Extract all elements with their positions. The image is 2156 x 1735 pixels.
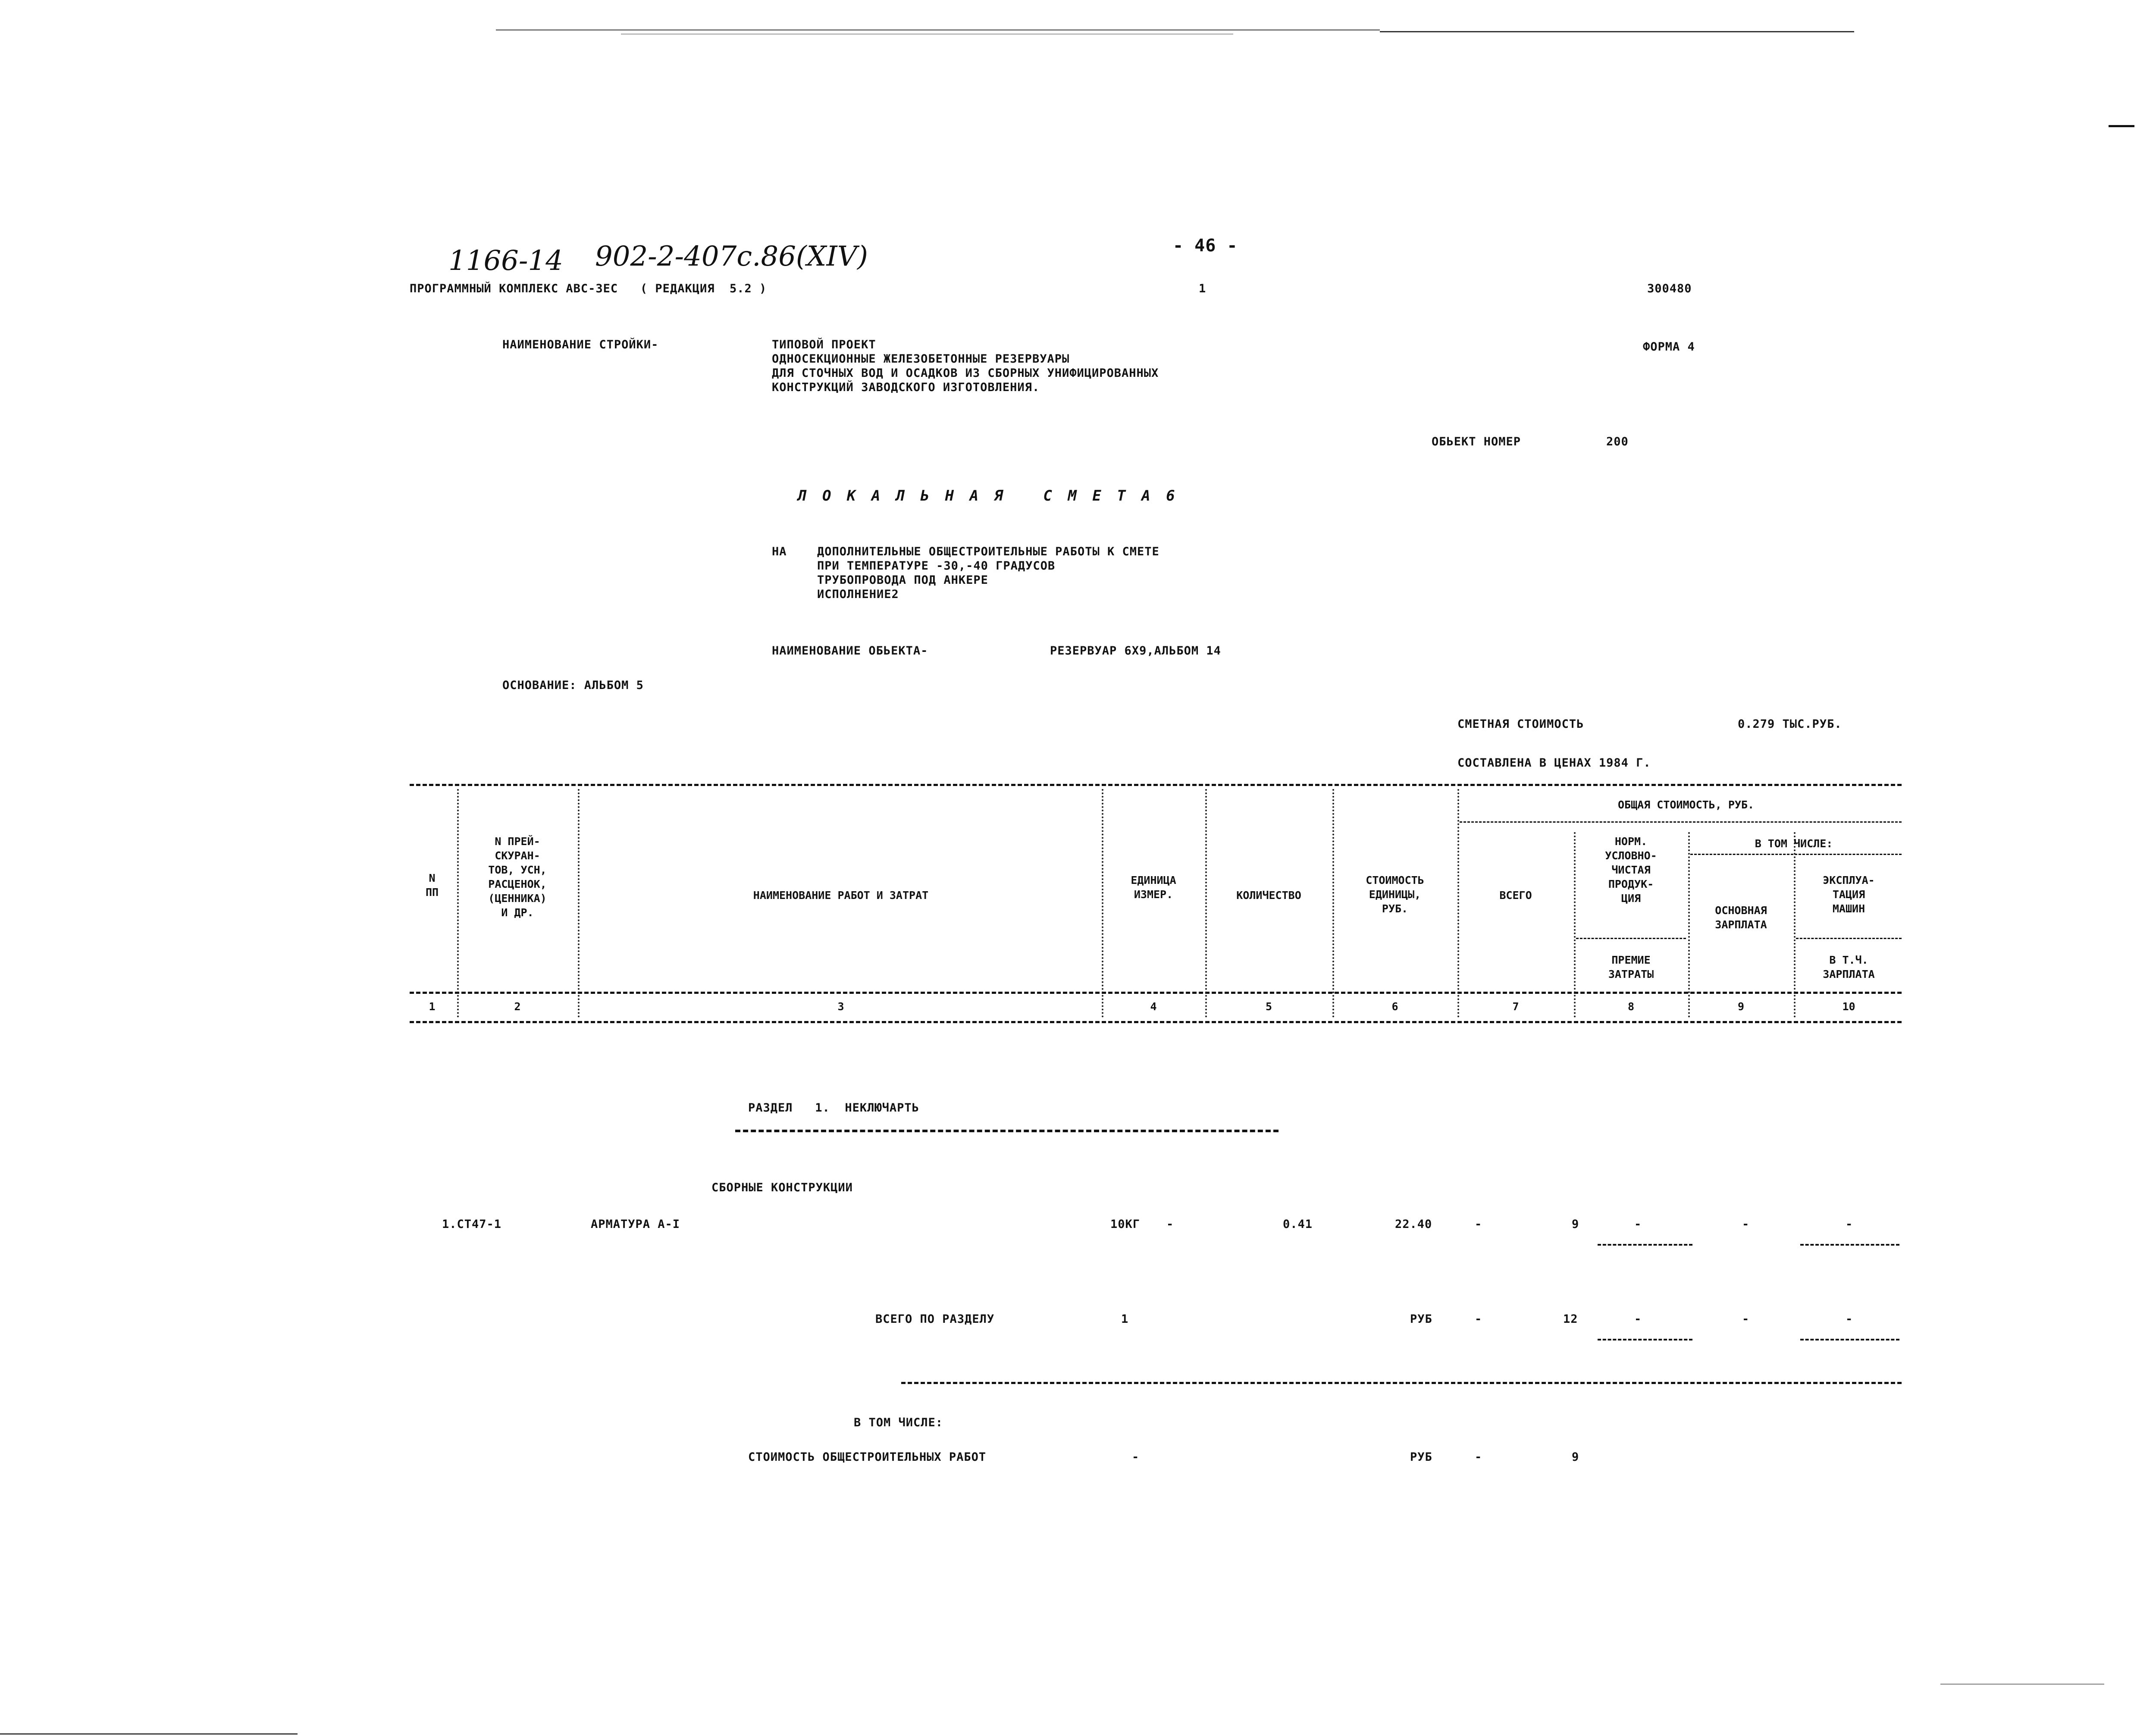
column-number: 7 — [1512, 1000, 1519, 1013]
row-dash: - — [1475, 1450, 1482, 1464]
handwritten-archive-code: 1166-14 — [448, 245, 563, 277]
section-total-value: 12 — [1563, 1312, 1578, 1326]
column-number: 2 — [514, 1000, 521, 1013]
incl-label: В ТОМ ЧИСЛЕ: — [854, 1416, 943, 1429]
column-number: 4 — [1150, 1000, 1157, 1013]
general-works-label: СТОИМОСТЬ ОБЩЕСТРОИТЕЛЬНЫХ РАБОТ — [748, 1450, 987, 1464]
row-quantity: 0.41 — [1283, 1218, 1313, 1231]
table-row — [0, 1218, 1902, 1235]
column-number: 1 — [429, 1000, 436, 1013]
work-line: ПРИ ТЕМПЕРАТУРЕ -30,-40 ГРАДУСОВ — [817, 559, 1056, 573]
work-line: ДОПОЛНИТЕЛЬНЫЕ ОБЩЕСТРОИТЕЛЬНЫЕ РАБОТЫ К СМЕТЕ — [817, 545, 1159, 558]
header-col-7: ВСЕГО — [1499, 889, 1532, 902]
construction-line: ОДНОСЕКЦИОННЫЕ ЖЕЛЕЗОБЕТОННЫЕ РЕЗЕРВУАРЫ — [772, 352, 1070, 366]
header-col-6: СТОИМОСТЬ ЕДИНИЦЫ, РУБ. — [1366, 874, 1424, 915]
row-unit-cost: 22.40 — [1395, 1218, 1432, 1231]
column-number: 10 — [1842, 1000, 1855, 1013]
header-col-2: N ПРЕЙ- СКУРАН- ТОВ, УСН, РАСЦЕНОК, (ЦЕННИКА) И ДР. — [488, 835, 547, 919]
section-title: РАЗДЕЛ 1. НЕКЛЮЧАРТЬ — [748, 1101, 919, 1115]
row-dash: - — [1132, 1450, 1140, 1464]
row-name: АРМАТУРА А-I — [591, 1218, 680, 1231]
subsection-title: СБОРНЫЕ КОНСТРУКЦИИ — [711, 1181, 853, 1194]
row-unit: 10КГ — [1110, 1218, 1141, 1231]
column-number: 6 — [1391, 1000, 1398, 1013]
column-numbers-row — [0, 999, 1902, 1015]
section-total-number: 1 — [1121, 1312, 1129, 1326]
construction-line: КОНСТРУКЦИЙ ЗАВОДСКОГО ИЗГОТОВЛЕНИЯ. — [772, 381, 1040, 394]
col-divider — [457, 789, 459, 1018]
row-dash: - — [1742, 1218, 1750, 1231]
cost-label: СМЕТНАЯ СТОИМОСТЬ — [1457, 717, 1584, 731]
row-total: 9 — [1572, 1218, 1579, 1231]
cost-value: 0.279 ТЫС.РУБ. — [1738, 717, 1842, 731]
document-title: Л О К А Л Ь Н А Я С М Е Т А 6 — [798, 487, 1178, 504]
program-number: 1 — [1199, 282, 1206, 295]
header-col10-rule — [1796, 938, 1902, 939]
row-dash: - — [1166, 1218, 1174, 1231]
header-bottom-rule — [410, 992, 1902, 994]
general-works-value: 9 — [1572, 1450, 1579, 1464]
header-col8-rule — [1576, 938, 1686, 939]
row-dash: - — [1475, 1312, 1482, 1326]
header-col-3: НАИМЕНОВАНИЕ РАБОТ И ЗАТРАТ — [753, 889, 929, 902]
column-number: 8 — [1627, 1000, 1635, 1013]
header-incl: В ТОМ ЧИСЛЕ: — [1755, 837, 1833, 850]
basis: ОСНОВАНИЕ: АЛЬБОМ 5 — [502, 679, 644, 692]
col-divider — [1794, 832, 1796, 1018]
section-underline — [735, 1130, 1279, 1132]
section-total-row — [0, 1313, 1902, 1330]
header-col-8: НОРМ. УСЛОВНО- ЧИСТАЯ ПРОДУК- ЦИЯ — [1605, 835, 1657, 905]
work-line: ТРУБОПРОВОДА ПОД АНКЕРЕ — [817, 573, 988, 587]
column-number: 9 — [1737, 1000, 1745, 1013]
program-line: ПРОГРАММНЫЙ КОМПЛЕКС АВС-3ЕС ( РЕДАКЦИЯ 5.2 ) — [410, 282, 767, 295]
section-total-label: ВСЕГО ПО РАЗДЕЛУ — [875, 1312, 995, 1326]
row-col8-underline — [1598, 1244, 1692, 1246]
header-incl-rule — [1690, 854, 1902, 855]
header-col-1: N ПП — [425, 872, 439, 899]
header-group-rule — [1460, 821, 1902, 823]
row-dash: - — [1846, 1312, 1853, 1326]
object-number: 200 — [1606, 435, 1629, 448]
section-end-rule — [901, 1382, 1902, 1384]
col-divider — [1688, 832, 1690, 1018]
col-divider — [578, 789, 580, 1018]
scan-line-bottom — [0, 1733, 298, 1735]
header-premium: ПРЕМИЕ ЗАТРАТЫ — [1608, 954, 1654, 980]
construction-label: НАИМЕНОВАНИЕ СТРОЙКИ- — [502, 338, 659, 351]
table-top-rule — [410, 784, 1902, 786]
total-col10-underline — [1800, 1339, 1899, 1340]
col-divider — [1457, 789, 1459, 1018]
header-col-4: ЕДИНИЦА ИЗМЕР. — [1131, 874, 1176, 901]
handwritten-project-code: 902-2-407с.86(XIV) — [595, 241, 868, 272]
row-code: 1.СТ47-1 — [442, 1218, 502, 1231]
prices-label: СОСТАВЛЕНА В ЦЕНАХ 1984 Г. — [1457, 756, 1651, 770]
construction-line: ДЛЯ СТОЧНЫХ ВОД И ОСАДКОВ ИЗ СБОРНЫХ УНИФИЦИРОВАННЫХ — [772, 366, 1159, 380]
scan-line-top-3 — [1380, 31, 1854, 32]
object-name-label: НАИМЕНОВАНИЕ ОБЬЕКТА- — [772, 644, 928, 658]
column-number: 3 — [837, 1000, 844, 1013]
header-col-9: ОСНОВНАЯ ЗАРПЛАТА — [1715, 904, 1767, 931]
work-line: ИСПОЛНЕНИЕ2 — [817, 588, 899, 601]
general-works-row — [0, 1451, 1902, 1468]
construction-line: ТИПОВОЙ ПРОЕКТ — [772, 338, 876, 351]
column-number: 5 — [1265, 1000, 1272, 1013]
object-number-label: ОБЬЕКТ НОМЕР — [1432, 435, 1521, 448]
form-label: ФОРМА 4 — [1643, 340, 1695, 354]
column-numbers-rule — [410, 1021, 1902, 1023]
header-salary-incl: В Т.Ч. ЗАРПЛАТА — [1823, 954, 1875, 980]
row-dash: - — [1634, 1218, 1642, 1231]
section-total-currency: РУБ — [1410, 1312, 1432, 1326]
col-divider — [1574, 832, 1576, 1018]
row-dash: - — [1742, 1312, 1750, 1326]
col-divider — [1205, 789, 1207, 1018]
row-dash: - — [1634, 1312, 1642, 1326]
scan-line-bottom-right — [1940, 1684, 2104, 1685]
doc-code: 300480 — [1647, 282, 1692, 295]
header-total-group: ОБЩАЯ СТОИМОСТЬ, РУБ. — [1617, 799, 1755, 811]
col-divider — [1102, 789, 1103, 1018]
general-works-currency: РУБ — [1410, 1450, 1432, 1464]
col-divider — [1332, 789, 1334, 1018]
row-dash: - — [1846, 1218, 1853, 1231]
header-col-10: ЭКСПЛУА- ТАЦИЯ МАШИН — [1823, 874, 1875, 915]
page-number: - 46 - — [1173, 236, 1238, 256]
scan-line-top-1 — [496, 29, 1380, 31]
row-col10-underline — [1800, 1244, 1899, 1246]
object-name: РЕЗЕРВУАР 6Х9,АЛЬБОМ 14 — [1050, 644, 1221, 658]
on-label: НА — [772, 545, 787, 558]
total-col8-underline — [1598, 1339, 1692, 1340]
row-dash: - — [1475, 1218, 1482, 1231]
header-col-5: КОЛИЧЕСТВО — [1236, 889, 1301, 902]
scan-line-right — [2109, 125, 2134, 127]
